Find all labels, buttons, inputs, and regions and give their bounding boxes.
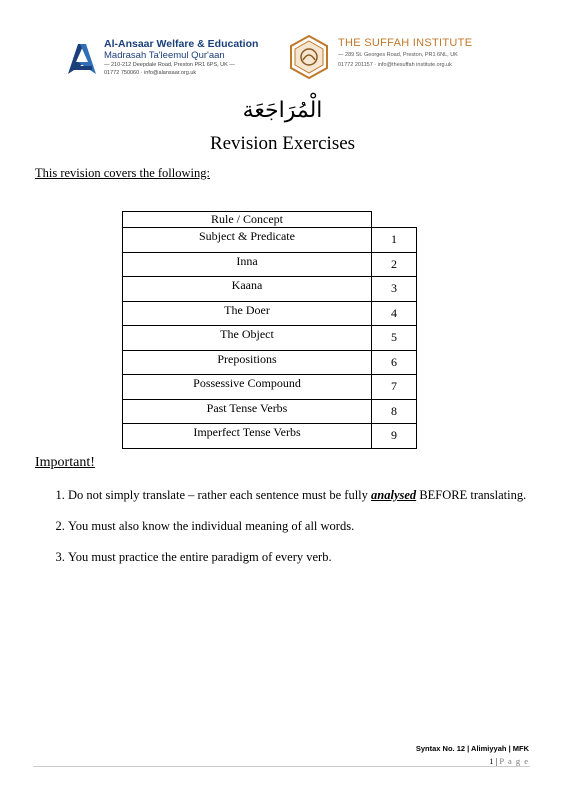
concept-cell: Subject & Predicate <box>123 228 372 253</box>
concept-cell: Past Tense Verbs <box>123 399 372 424</box>
ansaar-subname: Madrasah Ta'leemul Qur'aan <box>104 50 225 61</box>
table-row <box>123 326 417 351</box>
number-cell: 2 <box>372 252 417 277</box>
table-row <box>123 252 417 277</box>
note-item: 3. You must practice the entire paradigm of every verb. <box>68 549 530 565</box>
suffah-contact: 01772 201157 · info@thesuffah institute.org.uk <box>338 62 452 68</box>
page-footer: 1 | P a g e <box>489 756 529 766</box>
number-cell: 9 <box>372 424 417 449</box>
notes-list <box>35 487 530 580</box>
note-item: 2. You must also know the individual meaning of all words. <box>68 518 530 534</box>
page-number: 1 <box>489 756 494 766</box>
important-heading: Important! <box>35 455 95 470</box>
suffah-address: — 289 St. Georges Road, Preston, PR1 6NL, UK <box>338 52 458 58</box>
table-row <box>123 277 417 302</box>
concept-cell: The Doer <box>123 301 372 326</box>
footer-reference: Syntax No. 12 | Alimiyyah | MFK <box>415 744 529 753</box>
table-row <box>123 301 417 326</box>
ansaar-contact: 01772 750060 · info@alansaar.org.uk <box>104 70 197 76</box>
table-row <box>123 228 417 253</box>
table-row <box>123 375 417 400</box>
concept-cell: The Object <box>123 326 372 351</box>
ansaar-logo-icon <box>64 40 100 76</box>
ansaar-name: Al-Ansaar Welfare & Education <box>104 38 259 50</box>
concept-cell: Imperfect Tense Verbs <box>123 424 372 449</box>
emphasis-analysed: analysed <box>371 488 417 502</box>
number-cell: 7 <box>372 375 417 400</box>
footer-divider <box>33 766 530 767</box>
concept-cell: Possessive Compound <box>123 375 372 400</box>
rules-table <box>122 211 417 449</box>
number-cell: 5 <box>372 326 417 351</box>
concept-cell: Prepositions <box>123 350 372 375</box>
number-cell: 8 <box>372 399 417 424</box>
number-cell: 4 <box>372 301 417 326</box>
table-row <box>123 424 417 449</box>
suffah-logo-icon <box>286 34 332 80</box>
page-label: P a g e <box>499 756 529 766</box>
arabic-title: الْمُرَاجَعَة <box>242 98 323 123</box>
page-title: Revision Exercises <box>209 133 356 154</box>
concept-cell: Inna <box>123 252 372 277</box>
number-cell: 3 <box>372 277 417 302</box>
table-row <box>123 350 417 375</box>
table-row <box>123 399 417 424</box>
table-header: Rule / Concept <box>123 212 372 228</box>
concept-cell: Kaana <box>123 277 372 302</box>
note-item: 1. Do not simply translate – rather each sentence must be fully analysed BEFORE translating. <box>68 487 530 503</box>
number-cell: 1 <box>372 228 417 253</box>
intro-text: This revision covers the following: <box>35 166 210 180</box>
suffah-name: THE SUFFAH INSTITUTE <box>338 37 473 49</box>
suffah-header <box>286 34 496 84</box>
number-cell: 6 <box>372 350 417 375</box>
ansaar-header <box>64 38 264 84</box>
ansaar-address: — 210-212 Deepdale Road, Preston PR1 6PS, UK — <box>104 62 235 68</box>
